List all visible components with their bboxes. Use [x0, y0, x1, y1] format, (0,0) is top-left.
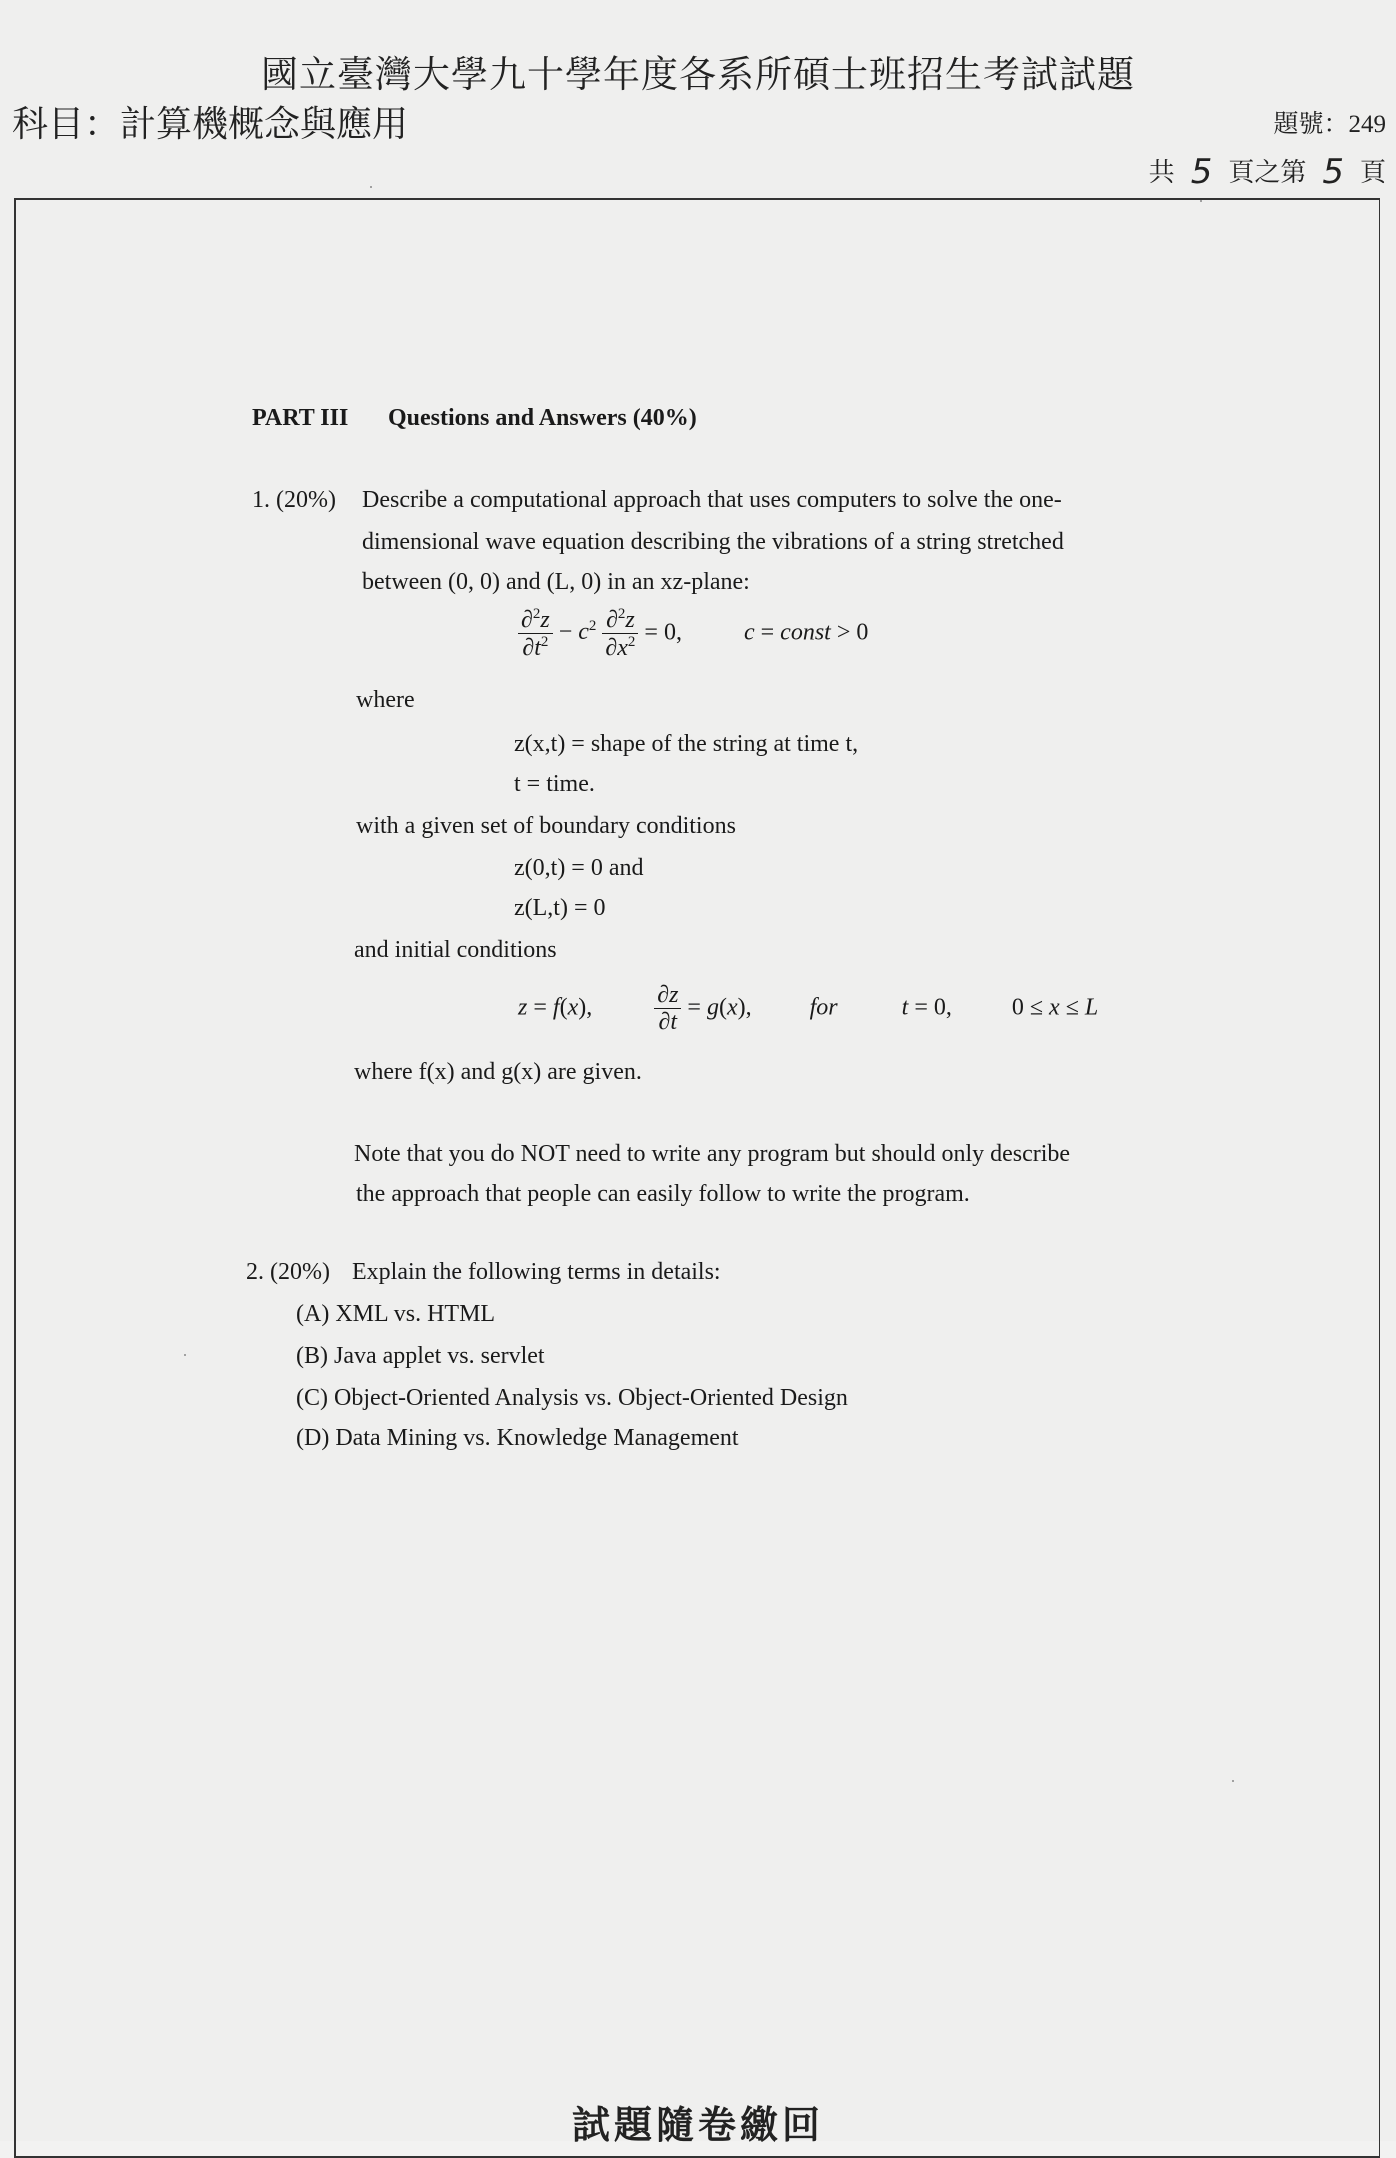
page-count-middle: 頁之第: [1228, 158, 1307, 187]
scan-speck: [370, 186, 372, 188]
q1-given: where f(x) and g(x) are given.: [354, 1059, 642, 1085]
q1-def-z: z(x,t) = shape of the string at time t,: [514, 731, 859, 757]
q2-item-d: (D) Data Mining vs. Knowledge Management: [296, 1425, 739, 1451]
q1-def-t: t = time.: [514, 771, 595, 797]
q2-number: 2. (20%): [246, 1259, 330, 1285]
scan-speck: [1200, 200, 1202, 202]
q1-line-1: Describe a computational approach that uses computers to solve the one-: [362, 487, 1062, 513]
q1-boundary-intro: with a given set of boundary conditions: [356, 813, 736, 839]
q1-initial-intro: and initial conditions: [354, 937, 557, 963]
q2-intro: Explain the following terms in details:: [352, 1259, 721, 1285]
page-count-suffix: 頁: [1359, 158, 1386, 187]
q2-item-a: (A) XML vs. HTML: [296, 1301, 496, 1327]
q1-note-line-1: Note that you do NOT need to write any program but should only describe: [354, 1141, 1071, 1167]
scan-speck: [1232, 1780, 1234, 1782]
q2-item-c: (C) Object-Oriented Analysis vs. Object-Oriented Design: [296, 1385, 848, 1411]
current-page: 5: [1322, 152, 1344, 192]
q1-note-line-2: the approach that people can easily follow to write the program.: [356, 1181, 970, 1207]
part-heading: Questions and Answers (40%): [388, 405, 697, 431]
wave-equation: $\frac{\partial^2z}{\partial t^2}$ − $c^2$ $\frac{\partial^2z}{\partial x^2}$ = 0, c = const > 0: [518, 606, 868, 662]
q1-bc2: z(L,t) = 0: [514, 895, 606, 921]
q1-line-3: between (0, 0) and (L, 0) in an xz-plane:: [362, 569, 750, 595]
footer-notice: 試題隨卷繳回: [571, 2105, 824, 2147]
initial-conditions: z = f(x), $\frac{\partial z}{\partial t}$ = g(x), for t = 0, 0 ≤ x ≤ L: [518, 982, 1099, 1036]
question-number: 題號：249: [1273, 111, 1386, 138]
q1-bc1: z(0,t) = 0 and: [514, 855, 644, 881]
q1-line-2: dimensional wave equation describing the vibrations of a string stretched: [362, 529, 1064, 555]
page-count-prefix: 共: [1148, 158, 1175, 187]
dz-dt-fraction: $\frac{\partial z}{\partial t}$: [654, 982, 681, 1036]
q1-where: where: [356, 687, 415, 713]
q2-item-b: (B) Java applet vs. servlet: [296, 1343, 545, 1369]
subject-line: 科目：計算機概念與應用: [12, 104, 409, 144]
exam-title: 國立臺灣大學九十學年度各系所碩士班招生考試試題: [261, 55, 1135, 96]
d2z-dx2-fraction: $\frac{\partial^2z}{\partial x^2}$: [602, 606, 638, 662]
total-pages: 5: [1190, 152, 1213, 192]
part-label: PART III: [252, 405, 349, 431]
scan-speck: [184, 1354, 186, 1356]
d2z-dt2-fraction: $\frac{\partial^2z}{\partial t^2}$: [518, 606, 553, 662]
q1-number: 1. (20%): [252, 487, 336, 513]
